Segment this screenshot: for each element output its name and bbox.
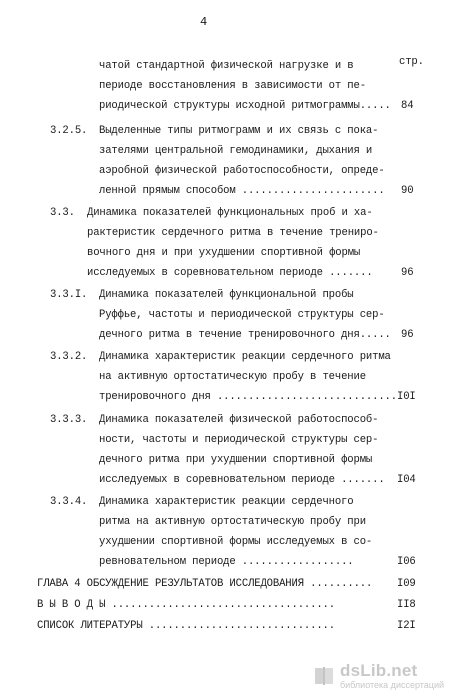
toc-line: тренировочного дня ............................. <box>99 391 397 403</box>
toc-page: 84 <box>401 100 414 112</box>
toc-line: ритма на активную ортостатическую пробу при <box>99 516 366 528</box>
toc-line: Выделенные типы ритмограмм и их связь с пока- <box>99 125 379 137</box>
toc-line: ухудшении спортивной формы исследуемых в со- <box>99 536 373 548</box>
page-number: 4 <box>200 15 208 29</box>
toc-line: зателями центральной гемодинамики, дыхания и <box>99 145 373 157</box>
toc-page: 90 <box>401 185 414 197</box>
toc-line: исследуемых в соревновательном периоде ....... <box>99 474 385 486</box>
toc-number: 3.3.I. <box>50 289 88 301</box>
toc-line: Динамика показателей функциональной пробы <box>99 289 354 301</box>
toc-number: 3.3. <box>50 207 75 219</box>
watermark-tagline: библиотека диссертаций <box>340 680 445 690</box>
toc-line: чатой стандартной физической нагрузке и в <box>99 60 354 72</box>
toc-line: рактеристик сердечного ритма в течение трениро- <box>87 227 379 239</box>
toc-line: Динамика характеристик реакции сердечного <box>99 496 354 508</box>
book-icon <box>312 664 336 688</box>
toc-page: I0I <box>397 391 416 403</box>
toc-line: ревновательном периоде .................. <box>99 556 354 568</box>
toc-line: Руффье, частоты и периодической структуры сер- <box>99 309 385 321</box>
toc-line: Динамика показателей функциональных проб и ха- <box>87 207 373 219</box>
toc-line: ленной прямым способом ....................... <box>99 185 385 197</box>
toc-line: Динамика характеристик реакции сердечного ритма <box>99 351 391 363</box>
toc-page: I09 <box>397 578 416 590</box>
toc-number: 3.2.5. <box>50 125 88 137</box>
toc-number: 3.3.4. <box>50 496 88 508</box>
toc-chapter: ГЛАВА 4 ОБСУЖДЕНИЕ РЕЗУЛЬТАТОВ ИССЛЕДОВАНИЯ .......... <box>37 578 373 590</box>
toc-line: периоде восстановления в зависимости от пе- <box>99 80 366 92</box>
toc-page: I04 <box>397 474 416 486</box>
toc-line: вочного дня и при ухудшении спортивной формы <box>87 247 361 259</box>
toc-line: риодической структуры исходной ритмограммы..... <box>99 100 391 112</box>
toc-page: II8 <box>397 599 416 611</box>
toc-line: дечного ритма в течение тренировочного дня..... <box>99 329 391 341</box>
toc-page: I2I <box>397 620 416 632</box>
watermark-logo <box>312 661 445 693</box>
toc-chapter: В Ы В О Д Ы .................................... <box>37 599 335 611</box>
toc-page: I06 <box>397 556 416 568</box>
toc-chapter: СПИСОК ЛИТЕРАТУРЫ .............................. <box>37 620 335 632</box>
toc-line: исследуемых в соревновательном периоде ....... <box>87 267 373 279</box>
toc-line: аэробной физической работоспособности, опреде- <box>99 165 385 177</box>
watermark-name: dsLib.net <box>340 661 418 680</box>
toc-page: 96 <box>401 329 414 341</box>
page-column-label: стр. <box>399 56 424 68</box>
toc-line: на активную ортостатическую пробу в течение <box>99 371 366 383</box>
toc-line: ности, частоты и периодической структуры сер- <box>99 434 379 446</box>
toc-page: 96 <box>401 267 414 279</box>
toc-number: 3.3.2. <box>50 351 88 363</box>
toc-line: дечного ритма при ухудшении спортивной формы <box>99 454 373 466</box>
toc-line: Динамика показателей физической работоспособ- <box>99 414 379 426</box>
toc-number: 3.3.3. <box>50 414 88 426</box>
